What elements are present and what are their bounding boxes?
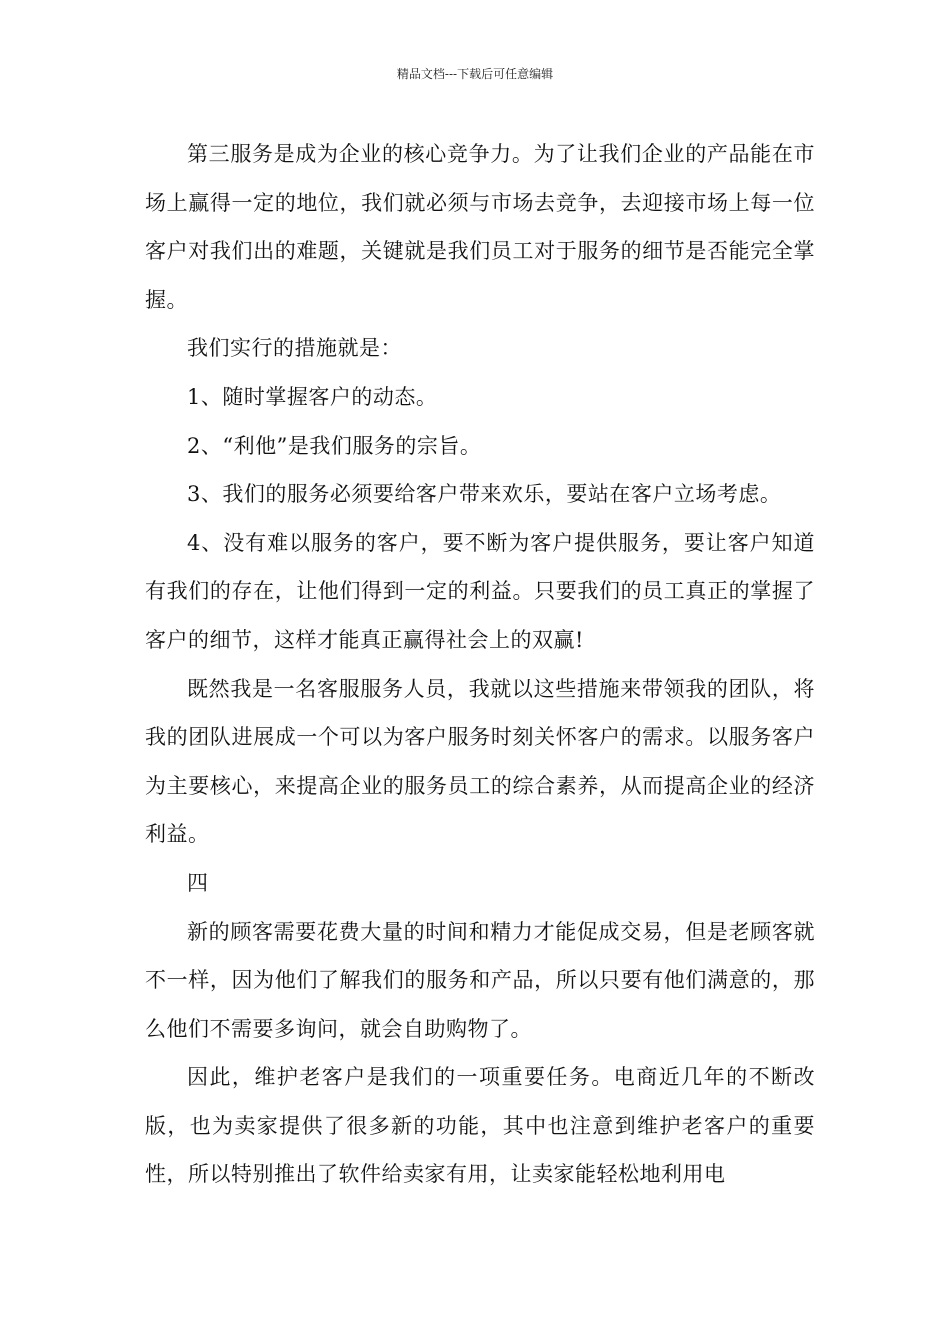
section-heading-four: 四 xyxy=(187,870,209,895)
paragraph-core-competitiveness: 第三服务是成为企业的核心竞争力。为了让我们企业的产品能在市场上赢得一定的地位，我们就必须与市场去竞争，去迎接市场上每一位客户对我们出的难题，关键就是我们员工对于服务的细节是否能完全掌握。 xyxy=(145,142,815,312)
list-item-1: 1、随时掌握客户的动态。 xyxy=(187,384,438,409)
paragraph-maintain-customers: 因此，维护老客户是我们的一项重要任务。电商近几年的不断改版，也为卖家提供了很多新的功能，其中也注意到维护老客户的重要性，所以特别推出了软件给卖家有用，让卖家能轻松地利用电 xyxy=(145,1065,815,1187)
paragraph-old-customers: 新的顾客需要花费大量的时间和精力才能促成交易，但是老顾客就不一样，因为他们了解我们的服务和产品，所以只要有他们满意的，那么他们不需要多询问，就会自助购物了。 xyxy=(145,919,815,1041)
list-item-3: 3、我们的服务必须要给客户带来欢乐，要站在客户立场考虑。 xyxy=(187,482,782,507)
list-item-4: 4、没有难以服务的客户，要不断为客户提供服务，要让客户知道有我们的存在，让他们得到一定的利益。只要我们的员工真正的掌握了客户的细节，这样才能真正赢得社会上的双赢! xyxy=(145,530,815,652)
list-item-2: 2、“利他”是我们服务的宗旨。 xyxy=(187,433,482,458)
paragraph-measures-intro: 我们实行的措施就是： xyxy=(187,336,402,361)
page-header: 精品文档---下载后可任意编辑 xyxy=(396,67,554,81)
document-body xyxy=(145,130,815,1199)
paragraph-team-leadership: 既然我是一名客服服务人员，我就以这些措施来带领我的团队，将我的团队进展成一个可以为客户服务时刻关怀客户的需求。以服务客户为主要核心，来提高企业的服务员工的综合素养，从而提高企业的经济利益。 xyxy=(145,676,815,847)
